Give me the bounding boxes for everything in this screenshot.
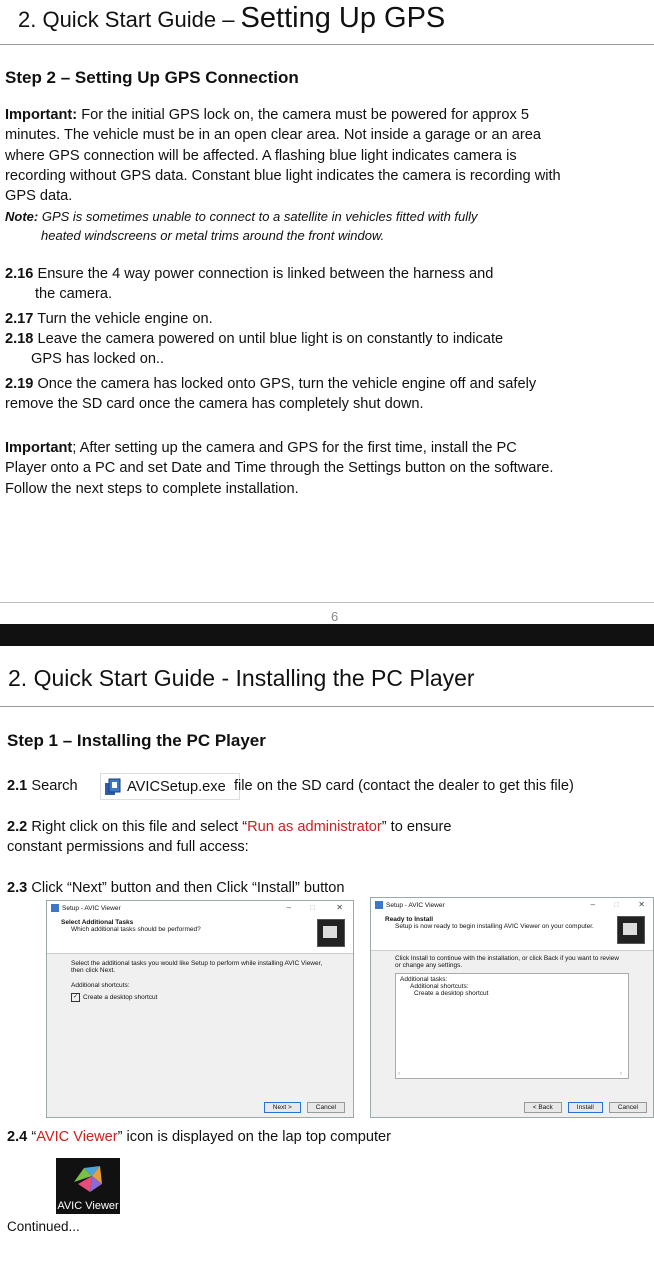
scroll-left-icon[interactable]: ‹ (398, 1070, 401, 1077)
title-prefix: 2. Quick Start Guide – (18, 7, 241, 32)
next-button[interactable]: Next > (264, 1102, 301, 1113)
computer-install-icon (317, 919, 345, 947)
step-text: Search (27, 778, 78, 794)
note-text-cont: heated windscreens or metal trims around the front window. (41, 228, 385, 243)
step-2-17 (5, 309, 605, 329)
page-separator-band (0, 624, 654, 646)
installer-icon (103, 777, 123, 797)
dialog-body (371, 951, 653, 1083)
step-number: 2.4 (7, 1129, 28, 1145)
step-2-3 (7, 878, 344, 898)
step-number: 2.1 (7, 778, 28, 794)
step-text-cont: ” to ensure constant permissions and full access: (7, 819, 452, 856)
checkbox-label: Create a desktop shortcut (83, 994, 158, 1001)
page-title-gps (18, 2, 445, 35)
step-number: 2.18 (5, 331, 34, 347)
important-install-paragraph (5, 438, 560, 499)
dialog-title: Setup - AVIC Viewer (386, 901, 445, 909)
step-text: Turn the vehicle engine on. (33, 311, 213, 327)
maximize-icon: □ (310, 903, 315, 912)
step-2-2 (7, 817, 497, 858)
dialog-body-text: Click Install to continue with the installation, or click Back if you want to review or change any settings. (395, 955, 619, 969)
step-number: 2.2 (7, 819, 28, 835)
title-main: Setting Up GPS (240, 2, 446, 34)
dialog-titlebar (47, 901, 353, 915)
setup-file-name: AVICSetup.exe (127, 778, 226, 795)
important-paragraph (5, 105, 565, 206)
install-summary-box[interactable] (395, 973, 629, 1079)
step-2-4 (7, 1127, 391, 1147)
close-icon[interactable]: ✕ (336, 903, 343, 912)
run-as-admin-text: Run as administrator (247, 819, 382, 835)
dialog-buttons (524, 1102, 647, 1113)
step-heading: Step 1 – Installing the PC Player (7, 731, 266, 750)
page-title-pc-player: 2. Quick Start Guide - Installing the PC Player (8, 665, 475, 691)
dialog-header (47, 915, 353, 954)
footer-divider (0, 602, 654, 603)
avic-viewer-icon (70, 1162, 106, 1196)
setup-app-icon (51, 904, 59, 912)
dialog-header-subtitle: Which additional tasks should be performed? (71, 926, 201, 933)
divider (0, 706, 654, 707)
dialog-header-subtitle: Setup is now ready to begin installing AVIC Viewer on your computer. (395, 923, 594, 930)
minimize-icon[interactable]: – (286, 903, 291, 912)
step-number: 2.3 (7, 880, 28, 896)
step-number: 2.19 (5, 376, 34, 392)
scroll-right-icon[interactable]: › (619, 1070, 622, 1077)
step-text: Ensure the 4 way power connection is linked between the harness and (33, 266, 494, 282)
avic-viewer-text: AVIC Viewer (36, 1129, 118, 1145)
step-text: Once the camera has locked onto GPS, turn the vehicle engine off and safely remove the SD card once the camera has completely shut down. (5, 376, 537, 413)
dialog-header (371, 912, 653, 951)
note-block (5, 207, 605, 245)
cancel-button[interactable]: Cancel (609, 1102, 647, 1113)
dialog-buttons (264, 1102, 345, 1113)
important-label: Important: (5, 107, 78, 123)
divider (0, 44, 654, 45)
step-text: Leave the camera powered on until blue light is on constantly to indicate (33, 331, 504, 347)
setup-file-chip[interactable] (100, 773, 240, 800)
install-button[interactable]: Install (568, 1102, 603, 1113)
desktop-shortcut-checkbox-row[interactable] (71, 993, 329, 1002)
step-2-18 (5, 329, 605, 370)
important-text: For the initial GPS lock on, the camera must be powered for approx 5 minutes. The vehicle must be in an open clear area. Not inside a garage or an area where GPS connection will be affected. A flashing blue light indicates camera is recording without GPS data. Constant blue light indicates the camera is recording with GPS data. (5, 107, 561, 205)
shortcuts-group-label: Additional shortcuts: (71, 982, 130, 989)
continued-text: Continued... (7, 1219, 80, 1234)
step-2-1-suffix: file on the SD card (contact the dealer to get this file) (234, 778, 574, 794)
dialog-title: Setup - AVIC Viewer (62, 904, 121, 912)
setup-dialog-ready-to-install (370, 897, 654, 1118)
summary-line: Additional tasks: (400, 976, 448, 983)
maximize-icon: □ (614, 900, 619, 909)
step-2-19 (5, 374, 545, 415)
dialog-header-title: Ready to Install (385, 916, 434, 923)
step-number: 2.17 (5, 311, 34, 327)
computer-install-icon (617, 916, 645, 944)
dialog-titlebar (371, 898, 653, 912)
setup-dialog-select-tasks (46, 900, 354, 1118)
minimize-icon[interactable]: – (590, 900, 595, 909)
step-number: 2.16 (5, 266, 34, 282)
step-text-cont: the camera. (35, 286, 113, 303)
cancel-button[interactable]: Cancel (307, 1102, 345, 1113)
dialog-header-title: Select Additional Tasks (61, 919, 134, 926)
avic-viewer-app-icon[interactable] (56, 1158, 120, 1214)
step-text-cont: ” icon is displayed on the lap top computer (117, 1129, 391, 1145)
step-heading: Step 2 – Setting Up GPS Connection (5, 68, 299, 87)
checkbox-checked-icon[interactable]: ✓ (72, 994, 79, 1000)
note-text: GPS is sometimes unable to connect to a satellite in vehicles fitted with fully (38, 209, 478, 224)
important-text: ; After setting up the camera and GPS for the first time, install the PC Player onto a PC and set Date and Time through the Settings button on the software. Follow the next steps to complete installation. (5, 440, 554, 497)
close-icon[interactable]: ✕ (638, 900, 645, 909)
step-2-16 (5, 264, 605, 305)
note-label: Note: (5, 209, 39, 224)
setup-app-icon (375, 901, 383, 909)
step-text: “ (27, 1129, 37, 1145)
step-text-cont: GPS has locked on.. (31, 351, 165, 368)
dialog-body-text: Select the additional tasks you would like Setup to perform while installing AVIC Viewer, then click Next. (71, 960, 323, 974)
back-button[interactable]: < Back (524, 1102, 562, 1113)
summary-line: Create a desktop shortcut (414, 990, 489, 997)
app-icon-label: AVIC Viewer (57, 1200, 119, 1212)
summary-line: Additional shortcuts: (410, 983, 469, 990)
step-text: Click “Next” button and then Click “Install” button (27, 880, 345, 896)
dialog-body (47, 954, 353, 1008)
page-number: 6 (331, 609, 339, 624)
step-text: Right click on this file and select “ (27, 819, 248, 835)
important-label: Important (5, 440, 73, 456)
